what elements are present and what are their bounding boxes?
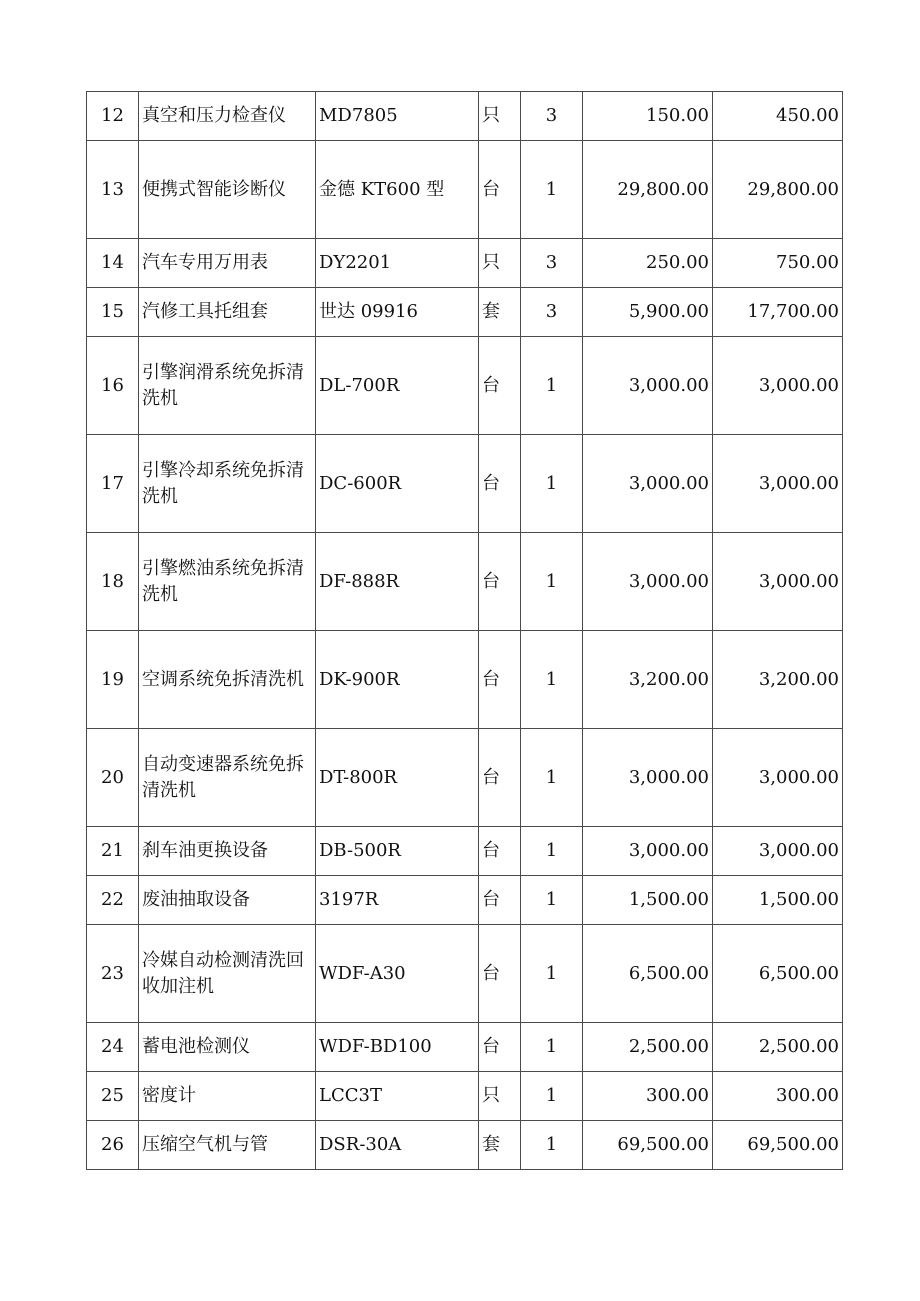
item-name: 引擎润滑系统免拆清洗机 xyxy=(139,337,316,435)
item-model: DK-900R xyxy=(316,631,479,729)
item-total-price: 450.00 xyxy=(713,92,843,141)
item-model: DY2201 xyxy=(316,239,479,288)
row-number: 24 xyxy=(87,1023,139,1072)
item-unit: 台 xyxy=(479,729,521,827)
table-row xyxy=(87,288,843,337)
item-unit-price: 250.00 xyxy=(583,239,713,288)
item-unit: 台 xyxy=(479,925,521,1023)
item-quantity: 1 xyxy=(521,1072,583,1121)
item-unit-price: 69,500.00 xyxy=(583,1121,713,1170)
item-total-price: 29,800.00 xyxy=(713,141,843,239)
item-quantity: 1 xyxy=(521,827,583,876)
item-quantity: 1 xyxy=(521,435,583,533)
item-model: 金德 KT600 型 xyxy=(316,141,479,239)
item-unit: 台 xyxy=(479,141,521,239)
item-unit-price: 3,000.00 xyxy=(583,435,713,533)
item-model: 3197R xyxy=(316,876,479,925)
item-name: 刹车油更换设备 xyxy=(139,827,316,876)
item-model: DT-800R xyxy=(316,729,479,827)
item-name: 引擎冷却系统免拆清洗机 xyxy=(139,435,316,533)
item-name: 废油抽取设备 xyxy=(139,876,316,925)
table-body xyxy=(87,92,843,1170)
item-total-price: 1,500.00 xyxy=(713,876,843,925)
item-unit: 台 xyxy=(479,435,521,533)
item-total-price: 17,700.00 xyxy=(713,288,843,337)
item-unit-price: 3,000.00 xyxy=(583,533,713,631)
row-number: 17 xyxy=(87,435,139,533)
item-unit-price: 5,900.00 xyxy=(583,288,713,337)
item-quantity: 1 xyxy=(521,925,583,1023)
row-number: 20 xyxy=(87,729,139,827)
item-quantity: 1 xyxy=(521,1023,583,1072)
table-row xyxy=(87,1121,843,1170)
row-number: 13 xyxy=(87,141,139,239)
item-name: 汽修工具托组套 xyxy=(139,288,316,337)
item-model: DB-500R xyxy=(316,827,479,876)
item-name: 冷媒自动检测清洗回收加注机 xyxy=(139,925,316,1023)
row-number: 22 xyxy=(87,876,139,925)
item-unit: 台 xyxy=(479,876,521,925)
item-name: 空调系统免拆清洗机 xyxy=(139,631,316,729)
item-model: WDF-BD100 xyxy=(316,1023,479,1072)
item-unit: 台 xyxy=(479,631,521,729)
item-name: 自动变速器系统免拆清洗机 xyxy=(139,729,316,827)
item-unit-price: 3,000.00 xyxy=(583,729,713,827)
table-row xyxy=(87,337,843,435)
item-model: 世达 09916 xyxy=(316,288,479,337)
item-unit: 套 xyxy=(479,288,521,337)
item-total-price: 3,000.00 xyxy=(713,435,843,533)
item-model: DC-600R xyxy=(316,435,479,533)
item-total-price: 3,000.00 xyxy=(713,729,843,827)
item-unit: 台 xyxy=(479,1023,521,1072)
item-unit: 台 xyxy=(479,337,521,435)
item-unit: 只 xyxy=(479,92,521,141)
item-model: DSR-30A xyxy=(316,1121,479,1170)
item-unit: 台 xyxy=(479,533,521,631)
item-unit: 套 xyxy=(479,1121,521,1170)
item-total-price: 750.00 xyxy=(713,239,843,288)
item-quantity: 3 xyxy=(521,239,583,288)
item-quantity: 1 xyxy=(521,1121,583,1170)
row-number: 21 xyxy=(87,827,139,876)
equipment-table xyxy=(86,91,843,1170)
table-row xyxy=(87,925,843,1023)
table-row xyxy=(87,533,843,631)
item-quantity: 1 xyxy=(521,876,583,925)
item-quantity: 1 xyxy=(521,141,583,239)
item-unit: 只 xyxy=(479,239,521,288)
row-number: 12 xyxy=(87,92,139,141)
item-total-price: 3,000.00 xyxy=(713,827,843,876)
table-row xyxy=(87,239,843,288)
item-model: MD7805 xyxy=(316,92,479,141)
item-unit-price: 3,000.00 xyxy=(583,827,713,876)
item-unit-price: 2,500.00 xyxy=(583,1023,713,1072)
item-unit-price: 3,200.00 xyxy=(583,631,713,729)
item-name: 汽车专用万用表 xyxy=(139,239,316,288)
item-unit-price: 6,500.00 xyxy=(583,925,713,1023)
item-model: DL-700R xyxy=(316,337,479,435)
item-unit-price: 1,500.00 xyxy=(583,876,713,925)
item-name: 压缩空气机与管 xyxy=(139,1121,316,1170)
table-row xyxy=(87,141,843,239)
item-unit-price: 3,000.00 xyxy=(583,337,713,435)
table-row xyxy=(87,435,843,533)
table-row xyxy=(87,631,843,729)
item-unit: 台 xyxy=(479,827,521,876)
item-total-price: 2,500.00 xyxy=(713,1023,843,1072)
item-quantity: 1 xyxy=(521,337,583,435)
item-model: WDF-A30 xyxy=(316,925,479,1023)
row-number: 14 xyxy=(87,239,139,288)
item-quantity: 3 xyxy=(521,288,583,337)
item-unit-price: 29,800.00 xyxy=(583,141,713,239)
item-unit-price: 150.00 xyxy=(583,92,713,141)
item-name: 蓄电池检测仪 xyxy=(139,1023,316,1072)
item-name: 便携式智能诊断仪 xyxy=(139,141,316,239)
row-number: 18 xyxy=(87,533,139,631)
row-number: 25 xyxy=(87,1072,139,1121)
item-total-price: 3,000.00 xyxy=(713,337,843,435)
row-number: 15 xyxy=(87,288,139,337)
item-quantity: 3 xyxy=(521,92,583,141)
table-row xyxy=(87,1072,843,1121)
row-number: 19 xyxy=(87,631,139,729)
item-quantity: 1 xyxy=(521,729,583,827)
item-model: LCC3T xyxy=(316,1072,479,1121)
table-row xyxy=(87,1023,843,1072)
item-model: DF-888R xyxy=(316,533,479,631)
item-quantity: 1 xyxy=(521,533,583,631)
item-total-price: 3,200.00 xyxy=(713,631,843,729)
item-total-price: 6,500.00 xyxy=(713,925,843,1023)
item-total-price: 69,500.00 xyxy=(713,1121,843,1170)
table-row xyxy=(87,729,843,827)
table-row xyxy=(87,827,843,876)
row-number: 16 xyxy=(87,337,139,435)
row-number: 26 xyxy=(87,1121,139,1170)
item-name: 引擎燃油系统免拆清洗机 xyxy=(139,533,316,631)
item-unit: 只 xyxy=(479,1072,521,1121)
table-row xyxy=(87,92,843,141)
item-name: 密度计 xyxy=(139,1072,316,1121)
item-total-price: 3,000.00 xyxy=(713,533,843,631)
item-unit-price: 300.00 xyxy=(583,1072,713,1121)
table-row xyxy=(87,876,843,925)
item-quantity: 1 xyxy=(521,631,583,729)
item-total-price: 300.00 xyxy=(713,1072,843,1121)
item-name: 真空和压力检查仪 xyxy=(139,92,316,141)
row-number: 23 xyxy=(87,925,139,1023)
